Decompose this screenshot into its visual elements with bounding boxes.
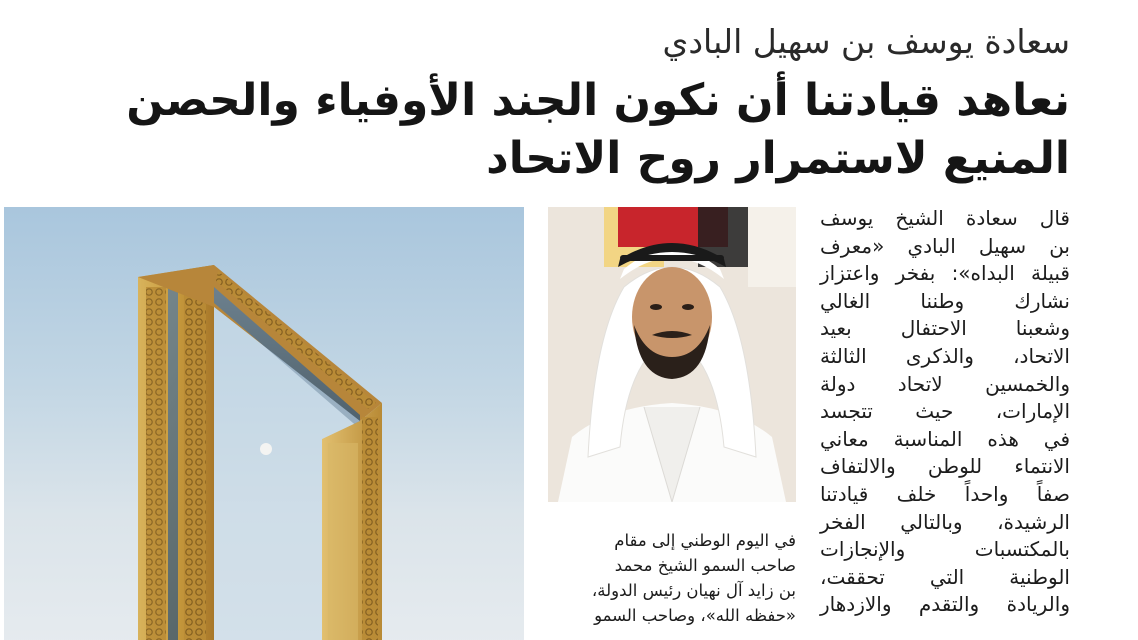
article-headline xyxy=(10,72,1070,188)
body-line: الإمارات، حيث تتجسد xyxy=(820,399,1070,424)
body-line: الانتماء للوطن والالتفاف xyxy=(820,454,1070,479)
body-line: بن سهيل البادي «معرف xyxy=(820,233,1070,258)
body-line: صفاً واحداً خلف قيادتنا xyxy=(820,481,1070,506)
dubai-frame-photo xyxy=(4,207,524,640)
headline-line: المنيع لاستمرار روح الاتحاد xyxy=(486,133,1070,184)
body-line: نشارك وطننا الغالي xyxy=(820,288,1070,313)
second-column-line: بن زايد آل نهيان رئيس الدولة، xyxy=(591,581,796,600)
headline-line: نعاهد قيادتنا أن نكون الجند الأوفياء والحصن xyxy=(126,75,1070,126)
article-byline: سعادة يوسف بن سهيل البادي xyxy=(662,22,1070,61)
article-body-column xyxy=(820,205,1070,619)
dubai-frame-illustration xyxy=(4,207,524,640)
body-line: الرشيدة، وبالتالي الفخر xyxy=(820,509,1070,534)
portrait-photo xyxy=(548,207,796,502)
second-column-line: صاحب السمو الشيخ محمد xyxy=(614,556,796,575)
body-line: الاتحاد، والذكرى الثالثة xyxy=(820,343,1070,368)
body-line: في هذه المناسبة معاني xyxy=(820,426,1070,451)
body-line: بالمكتسبات والإنجازات xyxy=(820,537,1070,562)
body-line: والخمسين لاتحاد دولة xyxy=(820,371,1070,396)
body-line: قبيلة البداه»: بفخر واعتزاز xyxy=(820,261,1070,286)
portrait-illustration xyxy=(548,207,796,502)
article-second-column xyxy=(548,528,796,628)
second-column-line: «حفظه الله»، وصاحب السمو xyxy=(594,606,796,625)
second-column-line: في اليوم الوطني إلى مقام xyxy=(614,531,796,550)
moon xyxy=(260,443,272,455)
body-line: الوطنية التي تحققت، xyxy=(820,564,1070,589)
body-line: والريادة والتقدم والازدهار xyxy=(820,592,1070,617)
body-line: وشعبنا الاحتفال بعيد xyxy=(820,316,1070,341)
body-line: قال سعادة الشيخ يوسف xyxy=(820,206,1070,230)
